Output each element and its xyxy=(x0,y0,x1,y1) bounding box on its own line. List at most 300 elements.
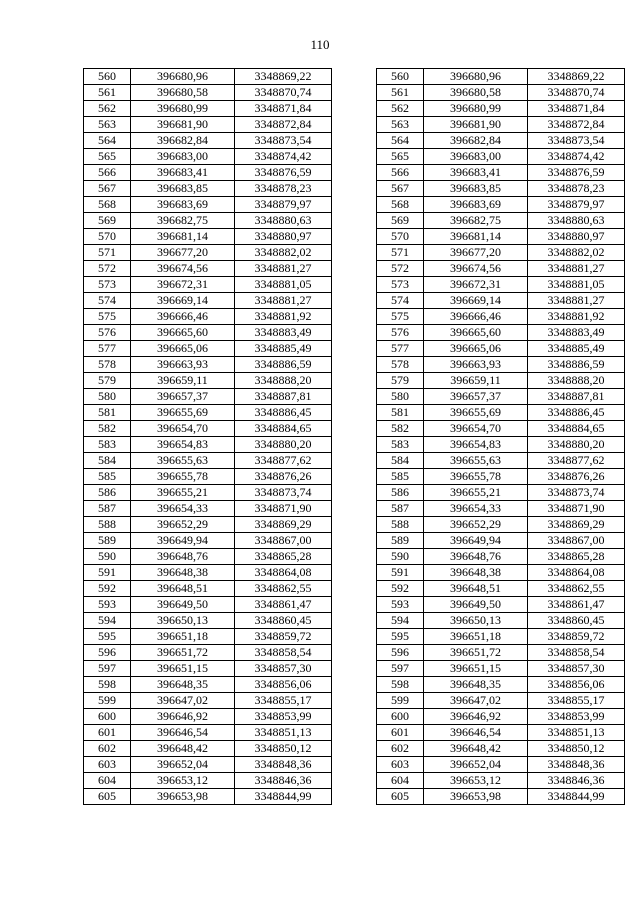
point-number-cell: 567 xyxy=(84,181,131,197)
y-coordinate-cell: 3348853,99 xyxy=(235,709,332,725)
y-coordinate-cell: 3348865,28 xyxy=(528,549,625,565)
x-coordinate-cell: 396669,14 xyxy=(424,293,528,309)
table-row xyxy=(377,181,625,197)
y-coordinate-cell: 3348856,06 xyxy=(235,677,332,693)
y-coordinate-cell: 3348848,36 xyxy=(528,757,625,773)
table-row xyxy=(377,709,625,725)
x-coordinate-cell: 396651,15 xyxy=(131,661,235,677)
x-coordinate-cell: 396655,21 xyxy=(424,485,528,501)
table-row xyxy=(84,629,332,645)
table-row xyxy=(84,181,332,197)
x-coordinate-cell: 396672,31 xyxy=(131,277,235,293)
y-coordinate-cell: 3348857,30 xyxy=(528,661,625,677)
x-coordinate-cell: 396655,69 xyxy=(131,405,235,421)
y-coordinate-cell: 3348886,45 xyxy=(528,405,625,421)
point-number-cell: 597 xyxy=(84,661,131,677)
x-coordinate-cell: 396682,84 xyxy=(131,133,235,149)
point-number-cell: 605 xyxy=(377,789,424,805)
y-coordinate-cell: 3348869,29 xyxy=(235,517,332,533)
table-row xyxy=(84,421,332,437)
x-coordinate-cell: 396652,04 xyxy=(131,757,235,773)
table-row xyxy=(377,549,625,565)
point-number-cell: 563 xyxy=(84,117,131,133)
table-row xyxy=(84,293,332,309)
point-number-cell: 573 xyxy=(377,277,424,293)
point-number-cell: 565 xyxy=(84,149,131,165)
point-number-cell: 583 xyxy=(84,437,131,453)
point-number-cell: 598 xyxy=(84,677,131,693)
y-coordinate-cell: 3348876,26 xyxy=(528,469,625,485)
point-number-cell: 572 xyxy=(377,261,424,277)
x-coordinate-cell: 396653,98 xyxy=(424,789,528,805)
y-coordinate-cell: 3348857,30 xyxy=(235,661,332,677)
point-number-cell: 588 xyxy=(377,517,424,533)
point-number-cell: 603 xyxy=(84,757,131,773)
table-row xyxy=(377,453,625,469)
y-coordinate-cell: 3348884,65 xyxy=(235,421,332,437)
table-row xyxy=(84,277,332,293)
point-number-cell: 590 xyxy=(377,549,424,565)
table-row xyxy=(377,117,625,133)
point-number-cell: 585 xyxy=(377,469,424,485)
table-row xyxy=(377,581,625,597)
y-coordinate-cell: 3348874,42 xyxy=(235,149,332,165)
x-coordinate-cell: 396649,94 xyxy=(424,533,528,549)
point-number-cell: 604 xyxy=(84,773,131,789)
point-number-cell: 561 xyxy=(84,85,131,101)
table-row xyxy=(84,69,332,85)
table-row xyxy=(84,693,332,709)
y-coordinate-cell: 3348871,84 xyxy=(235,101,332,117)
y-coordinate-cell: 3348869,22 xyxy=(528,69,625,85)
point-number-cell: 586 xyxy=(84,485,131,501)
table-row xyxy=(84,453,332,469)
y-coordinate-cell: 3348882,02 xyxy=(528,245,625,261)
table-row xyxy=(84,213,332,229)
point-number-cell: 603 xyxy=(377,757,424,773)
point-number-cell: 566 xyxy=(377,165,424,181)
point-number-cell: 587 xyxy=(84,501,131,517)
y-coordinate-cell: 3348867,00 xyxy=(528,533,625,549)
x-coordinate-cell: 396674,56 xyxy=(131,261,235,277)
table-row xyxy=(84,549,332,565)
point-number-cell: 561 xyxy=(377,85,424,101)
table-row xyxy=(377,501,625,517)
table-row xyxy=(377,405,625,421)
point-number-cell: 586 xyxy=(377,485,424,501)
x-coordinate-cell: 396654,83 xyxy=(131,437,235,453)
point-number-cell: 580 xyxy=(84,389,131,405)
table-row xyxy=(84,325,332,341)
x-coordinate-cell: 396654,33 xyxy=(424,501,528,517)
point-number-cell: 572 xyxy=(84,261,131,277)
x-coordinate-cell: 396680,96 xyxy=(424,69,528,85)
y-coordinate-cell: 3348871,90 xyxy=(528,501,625,517)
table-row xyxy=(84,757,332,773)
point-number-cell: 596 xyxy=(377,645,424,661)
table-row xyxy=(377,309,625,325)
x-coordinate-cell: 396680,99 xyxy=(424,101,528,117)
table-row xyxy=(377,421,625,437)
y-coordinate-cell: 3348844,99 xyxy=(528,789,625,805)
x-coordinate-cell: 396649,50 xyxy=(131,597,235,613)
y-coordinate-cell: 3348844,99 xyxy=(235,789,332,805)
x-coordinate-cell: 396651,15 xyxy=(424,661,528,677)
y-coordinate-cell: 3348850,12 xyxy=(235,741,332,757)
page-number: 110 xyxy=(310,37,330,52)
x-coordinate-cell: 396665,06 xyxy=(424,341,528,357)
y-coordinate-cell: 3348858,54 xyxy=(235,645,332,661)
table-row xyxy=(377,773,625,789)
x-coordinate-cell: 396648,42 xyxy=(424,741,528,757)
point-number-cell: 593 xyxy=(84,597,131,613)
table-row xyxy=(84,101,332,117)
table-row xyxy=(377,597,625,613)
y-coordinate-cell: 3348870,74 xyxy=(528,85,625,101)
x-coordinate-cell: 396681,14 xyxy=(131,229,235,245)
y-coordinate-cell: 3348885,49 xyxy=(528,341,625,357)
y-coordinate-cell: 3348885,49 xyxy=(235,341,332,357)
y-coordinate-cell: 3348881,05 xyxy=(235,277,332,293)
x-coordinate-cell: 396657,37 xyxy=(424,389,528,405)
point-number-cell: 568 xyxy=(377,197,424,213)
table-row xyxy=(84,149,332,165)
table-row xyxy=(84,533,332,549)
x-coordinate-cell: 396653,12 xyxy=(424,773,528,789)
y-coordinate-cell: 3348861,47 xyxy=(235,597,332,613)
x-coordinate-cell: 396655,78 xyxy=(424,469,528,485)
x-coordinate-cell: 396649,50 xyxy=(424,597,528,613)
table-row xyxy=(377,165,625,181)
y-coordinate-cell: 3348883,49 xyxy=(235,325,332,341)
y-coordinate-cell: 3348888,20 xyxy=(528,373,625,389)
x-coordinate-cell: 396647,02 xyxy=(131,693,235,709)
y-coordinate-cell: 3348886,45 xyxy=(235,405,332,421)
y-coordinate-cell: 3348871,90 xyxy=(235,501,332,517)
point-number-cell: 583 xyxy=(377,437,424,453)
table-row xyxy=(377,437,625,453)
y-coordinate-cell: 3348871,84 xyxy=(528,101,625,117)
table-row xyxy=(377,149,625,165)
table-row xyxy=(377,469,625,485)
table-row xyxy=(84,789,332,805)
y-coordinate-cell: 3348850,12 xyxy=(528,741,625,757)
y-coordinate-cell: 3348887,81 xyxy=(528,389,625,405)
table-row xyxy=(84,197,332,213)
point-number-cell: 591 xyxy=(84,565,131,581)
y-coordinate-cell: 3348878,23 xyxy=(235,181,332,197)
point-number-cell: 584 xyxy=(377,453,424,469)
y-coordinate-cell: 3348880,63 xyxy=(528,213,625,229)
table-row xyxy=(84,357,332,373)
y-coordinate-cell: 3348848,36 xyxy=(235,757,332,773)
y-coordinate-cell: 3348851,13 xyxy=(235,725,332,741)
point-number-cell: 585 xyxy=(84,469,131,485)
y-coordinate-cell: 3348860,45 xyxy=(528,613,625,629)
point-number-cell: 570 xyxy=(84,229,131,245)
point-number-cell: 589 xyxy=(377,533,424,549)
point-number-cell: 569 xyxy=(84,213,131,229)
y-coordinate-cell: 3348869,22 xyxy=(235,69,332,85)
y-coordinate-cell: 3348856,06 xyxy=(528,677,625,693)
x-coordinate-cell: 396677,20 xyxy=(131,245,235,261)
point-number-cell: 564 xyxy=(377,133,424,149)
table-row xyxy=(84,581,332,597)
point-number-cell: 592 xyxy=(84,581,131,597)
x-coordinate-cell: 396654,33 xyxy=(131,501,235,517)
table-row xyxy=(377,197,625,213)
y-coordinate-cell: 3348873,74 xyxy=(235,485,332,501)
x-coordinate-cell: 396659,11 xyxy=(131,373,235,389)
x-coordinate-cell: 396682,75 xyxy=(424,213,528,229)
point-number-cell: 592 xyxy=(377,581,424,597)
x-coordinate-cell: 396652,04 xyxy=(424,757,528,773)
x-coordinate-cell: 396650,13 xyxy=(131,613,235,629)
x-coordinate-cell: 396680,99 xyxy=(131,101,235,117)
point-number-cell: 560 xyxy=(84,69,131,85)
y-coordinate-cell: 3348880,20 xyxy=(528,437,625,453)
x-coordinate-cell: 396646,92 xyxy=(424,709,528,725)
y-coordinate-cell: 3348864,08 xyxy=(235,565,332,581)
table-row xyxy=(377,277,625,293)
point-number-cell: 599 xyxy=(377,693,424,709)
x-coordinate-cell: 396657,37 xyxy=(131,389,235,405)
y-coordinate-cell: 3348846,36 xyxy=(528,773,625,789)
table-row xyxy=(377,357,625,373)
x-coordinate-cell: 396665,60 xyxy=(424,325,528,341)
table-row xyxy=(377,533,625,549)
point-number-cell: 574 xyxy=(377,293,424,309)
y-coordinate-cell: 3348876,26 xyxy=(235,469,332,485)
table-row xyxy=(377,661,625,677)
point-number-cell: 576 xyxy=(84,325,131,341)
y-coordinate-cell: 3348872,84 xyxy=(528,117,625,133)
y-coordinate-cell: 3348882,02 xyxy=(235,245,332,261)
y-coordinate-cell: 3348881,27 xyxy=(235,261,332,277)
x-coordinate-cell: 396648,42 xyxy=(131,741,235,757)
table-row xyxy=(84,645,332,661)
point-number-cell: 605 xyxy=(84,789,131,805)
x-coordinate-cell: 396663,93 xyxy=(131,357,235,373)
point-number-cell: 602 xyxy=(84,741,131,757)
table-row xyxy=(84,133,332,149)
x-coordinate-cell: 396648,35 xyxy=(424,677,528,693)
y-coordinate-cell: 3348877,62 xyxy=(528,453,625,469)
table-row xyxy=(377,293,625,309)
x-coordinate-cell: 396647,02 xyxy=(424,693,528,709)
coordinates-table-left xyxy=(83,68,332,805)
point-number-cell: 560 xyxy=(377,69,424,85)
point-number-cell: 588 xyxy=(84,517,131,533)
point-number-cell: 597 xyxy=(377,661,424,677)
y-coordinate-cell: 3348860,45 xyxy=(235,613,332,629)
x-coordinate-cell: 396681,90 xyxy=(131,117,235,133)
x-coordinate-cell: 396654,83 xyxy=(424,437,528,453)
x-coordinate-cell: 396648,51 xyxy=(131,581,235,597)
x-coordinate-cell: 396683,41 xyxy=(131,165,235,181)
point-number-cell: 578 xyxy=(84,357,131,373)
point-number-cell: 579 xyxy=(377,373,424,389)
y-coordinate-cell: 3348859,72 xyxy=(528,629,625,645)
table-row xyxy=(377,373,625,389)
y-coordinate-cell: 3348874,42 xyxy=(528,149,625,165)
table-row xyxy=(84,261,332,277)
table-row xyxy=(84,773,332,789)
x-coordinate-cell: 396654,70 xyxy=(424,421,528,437)
point-number-cell: 580 xyxy=(377,389,424,405)
x-coordinate-cell: 396683,85 xyxy=(131,181,235,197)
table-row xyxy=(84,661,332,677)
x-coordinate-cell: 396665,60 xyxy=(131,325,235,341)
x-coordinate-cell: 396646,92 xyxy=(131,709,235,725)
table-row xyxy=(377,133,625,149)
y-coordinate-cell: 3348881,27 xyxy=(235,293,332,309)
y-coordinate-cell: 3348876,59 xyxy=(235,165,332,181)
y-coordinate-cell: 3348873,54 xyxy=(528,133,625,149)
y-coordinate-cell: 3348886,59 xyxy=(235,357,332,373)
table-row xyxy=(377,741,625,757)
point-number-cell: 562 xyxy=(377,101,424,117)
point-number-cell: 600 xyxy=(377,709,424,725)
y-coordinate-cell: 3348872,84 xyxy=(235,117,332,133)
table-row xyxy=(377,757,625,773)
table-row xyxy=(377,789,625,805)
x-coordinate-cell: 396683,69 xyxy=(131,197,235,213)
y-coordinate-cell: 3348881,27 xyxy=(528,293,625,309)
y-coordinate-cell: 3348880,97 xyxy=(528,229,625,245)
y-coordinate-cell: 3348878,23 xyxy=(528,181,625,197)
table-row xyxy=(377,229,625,245)
point-number-cell: 601 xyxy=(377,725,424,741)
x-coordinate-cell: 396648,51 xyxy=(424,581,528,597)
table-row xyxy=(84,165,332,181)
x-coordinate-cell: 396663,93 xyxy=(424,357,528,373)
x-coordinate-cell: 396683,69 xyxy=(424,197,528,213)
x-coordinate-cell: 396681,90 xyxy=(424,117,528,133)
table-row xyxy=(84,741,332,757)
point-number-cell: 581 xyxy=(377,405,424,421)
x-coordinate-cell: 396651,72 xyxy=(424,645,528,661)
x-coordinate-cell: 396659,11 xyxy=(424,373,528,389)
y-coordinate-cell: 3348859,72 xyxy=(235,629,332,645)
y-coordinate-cell: 3348877,62 xyxy=(235,453,332,469)
table-row xyxy=(377,485,625,501)
x-coordinate-cell: 396646,54 xyxy=(424,725,528,741)
y-coordinate-cell: 3348861,47 xyxy=(528,597,625,613)
table-row xyxy=(377,517,625,533)
x-coordinate-cell: 396666,46 xyxy=(131,309,235,325)
coordinates-table-right xyxy=(376,68,625,805)
table-row xyxy=(84,485,332,501)
point-number-cell: 577 xyxy=(377,341,424,357)
x-coordinate-cell: 396655,63 xyxy=(131,453,235,469)
y-coordinate-cell: 3348873,74 xyxy=(528,485,625,501)
y-coordinate-cell: 3348862,55 xyxy=(235,581,332,597)
point-number-cell: 593 xyxy=(377,597,424,613)
x-coordinate-cell: 396683,41 xyxy=(424,165,528,181)
point-number-cell: 571 xyxy=(377,245,424,261)
table-row xyxy=(84,597,332,613)
point-number-cell: 582 xyxy=(84,421,131,437)
y-coordinate-cell: 3348880,97 xyxy=(235,229,332,245)
y-coordinate-cell: 3348873,54 xyxy=(235,133,332,149)
point-number-cell: 594 xyxy=(84,613,131,629)
point-number-cell: 604 xyxy=(377,773,424,789)
table-row xyxy=(377,645,625,661)
point-number-cell: 564 xyxy=(84,133,131,149)
x-coordinate-cell: 396648,38 xyxy=(131,565,235,581)
x-coordinate-cell: 396651,18 xyxy=(424,629,528,645)
y-coordinate-cell: 3348870,74 xyxy=(235,85,332,101)
point-number-cell: 587 xyxy=(377,501,424,517)
table-row xyxy=(377,261,625,277)
point-number-cell: 590 xyxy=(84,549,131,565)
table-row xyxy=(377,725,625,741)
point-number-cell: 567 xyxy=(377,181,424,197)
table-row xyxy=(377,101,625,117)
point-number-cell: 570 xyxy=(377,229,424,245)
y-coordinate-cell: 3348855,17 xyxy=(528,693,625,709)
table-row xyxy=(377,693,625,709)
table-row xyxy=(84,85,332,101)
point-number-cell: 589 xyxy=(84,533,131,549)
y-coordinate-cell: 3348883,49 xyxy=(528,325,625,341)
x-coordinate-cell: 396665,06 xyxy=(131,341,235,357)
y-coordinate-cell: 3348888,20 xyxy=(235,373,332,389)
y-coordinate-cell: 3348851,13 xyxy=(528,725,625,741)
x-coordinate-cell: 396669,14 xyxy=(131,293,235,309)
x-coordinate-cell: 396651,72 xyxy=(131,645,235,661)
table-row xyxy=(84,469,332,485)
point-number-cell: 595 xyxy=(84,629,131,645)
table-row xyxy=(377,325,625,341)
x-coordinate-cell: 396653,12 xyxy=(131,773,235,789)
table-row xyxy=(377,629,625,645)
x-coordinate-cell: 396648,35 xyxy=(131,677,235,693)
point-number-cell: 595 xyxy=(377,629,424,645)
point-number-cell: 574 xyxy=(84,293,131,309)
table-row xyxy=(377,85,625,101)
y-coordinate-cell: 3348881,92 xyxy=(235,309,332,325)
table-row xyxy=(377,677,625,693)
x-coordinate-cell: 396680,96 xyxy=(131,69,235,85)
point-number-cell: 577 xyxy=(84,341,131,357)
point-number-cell: 599 xyxy=(84,693,131,709)
table-row xyxy=(84,517,332,533)
point-number-cell: 584 xyxy=(84,453,131,469)
table-row xyxy=(377,245,625,261)
table-row xyxy=(84,229,332,245)
x-coordinate-cell: 396655,63 xyxy=(424,453,528,469)
y-coordinate-cell: 3348884,65 xyxy=(528,421,625,437)
y-coordinate-cell: 3348887,81 xyxy=(235,389,332,405)
point-number-cell: 575 xyxy=(84,309,131,325)
x-coordinate-cell: 396648,38 xyxy=(424,565,528,581)
table-row xyxy=(377,69,625,85)
x-coordinate-cell: 396666,46 xyxy=(424,309,528,325)
point-number-cell: 573 xyxy=(84,277,131,293)
point-number-cell: 582 xyxy=(377,421,424,437)
x-coordinate-cell: 396648,76 xyxy=(131,549,235,565)
y-coordinate-cell: 3348864,08 xyxy=(528,565,625,581)
y-coordinate-cell: 3348879,97 xyxy=(528,197,625,213)
point-number-cell: 591 xyxy=(377,565,424,581)
x-coordinate-cell: 396651,18 xyxy=(131,629,235,645)
y-coordinate-cell: 3348880,63 xyxy=(235,213,332,229)
table-row xyxy=(84,245,332,261)
y-coordinate-cell: 3348853,99 xyxy=(528,709,625,725)
y-coordinate-cell: 3348855,17 xyxy=(235,693,332,709)
